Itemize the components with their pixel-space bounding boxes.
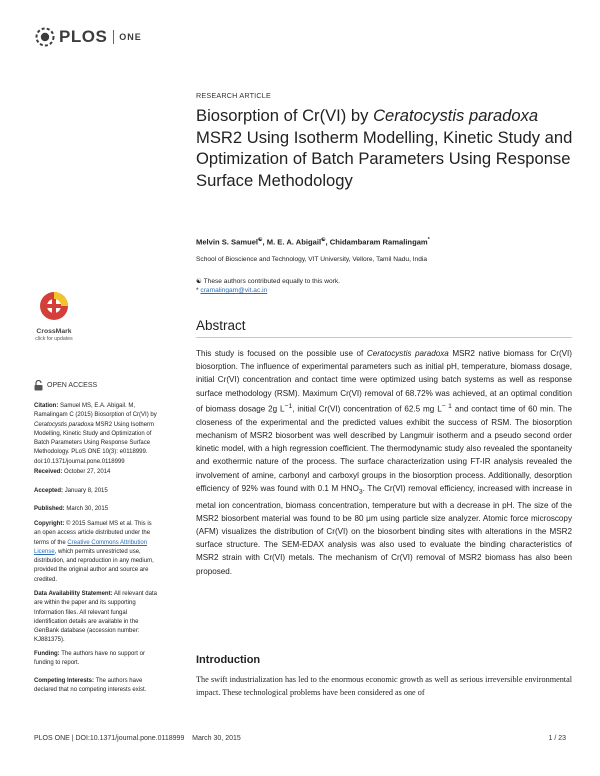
citation-label: Citation: — [34, 403, 59, 409]
accepted-label: Accepted: — [34, 488, 64, 494]
copyright-text: © 2015 Samuel MS et al. This is an open access article distributed under the terms of the — [34, 521, 152, 546]
journal-subname: ONE — [119, 32, 142, 42]
author-mark: ☯ — [258, 237, 263, 243]
author-name[interactable]: Melvin S. Samuel — [196, 237, 259, 247]
author-list: Melvin S. Samuel☯, M. E. A. Abigail☯, Chidambaram Ramalingam* — [196, 237, 430, 247]
corresponding-author-note — [196, 287, 267, 294]
license-link[interactable]: Creative Commons Attribution License — [34, 539, 148, 555]
page-footer — [34, 735, 566, 742]
abstract-superscript: −1 — [284, 402, 293, 410]
funding-block — [34, 650, 160, 669]
author-name[interactable]: M. E. A. Abigail — [266, 237, 322, 247]
introduction-heading: Introduction — [196, 654, 261, 666]
published-label: Published: — [34, 506, 65, 512]
title-species: Ceratocystis paradoxa — [373, 106, 539, 125]
crossmark-label: CrossMark — [36, 328, 72, 335]
corresponding-email-link[interactable]: cramalingam@vit.ac.in — [200, 287, 268, 294]
affiliation: School of Bioscience and Technology, VIT University, Vellore, Tamil Nadu, India — [196, 256, 428, 263]
received-label: Received: — [34, 469, 63, 475]
data-availability-label: Data Availability Statement: — [34, 591, 113, 597]
funding-label: Funding: — [34, 651, 60, 657]
crossmark-badge[interactable] — [27, 290, 81, 342]
copyright-label: Copyright: — [34, 521, 65, 527]
citation-text-rest: MSR2 Using Isotherm Modelling, Kinetic Study and Optimization of Batch Parameters Using Response Surface Methodology. PLoS ONE 10(3): e0118999. doi:10.1371/journal.pone.0118999 — [34, 421, 155, 465]
abstract-subscript: 3 — [358, 488, 363, 496]
data-availability-block — [34, 590, 160, 646]
competing-interests-block — [34, 677, 160, 696]
citation-block — [34, 402, 160, 467]
citation-text: Samuel MS, E.A. Abigail. M, Ramalingam C (2015) Biosorption of Cr(VI) by — [34, 403, 157, 419]
open-access-label: OPEN ACCESS — [47, 382, 98, 389]
copyright-block — [34, 520, 160, 585]
logo-divider — [113, 30, 114, 44]
funding-text: The authors have no support or funding to report. — [34, 651, 145, 667]
crossmark-icon — [38, 290, 70, 322]
crossmark-sublabel: click for updates — [35, 336, 73, 342]
page-number: 1 / 23 — [548, 735, 566, 742]
title-text: Biosorption of Cr(VI) by — [196, 106, 374, 125]
abstract-superscript: − 1 — [441, 402, 452, 410]
article-title — [196, 105, 576, 191]
abstract-body — [196, 347, 572, 578]
citation-species: Ceratocystis paradoxa — [34, 421, 94, 428]
received-value: October 27, 2014 — [64, 469, 111, 475]
published-date — [34, 505, 160, 514]
introduction-body: The swift industrialization has led to the enormous economic growth as well as serious irreversible environmental impact. These technological problems have been considered as one of — [196, 675, 572, 698]
abstract-text: . The Cr(VI) removal efficiency, increased with increase in metal ion concentration, biomass concentration, temperature but with a decrease in pH. The size of the MSR2 biosorbent material was found to be 80 μm using particle size analyzer. Atomic force microscopy (AFM) visualizes the distribution of Cr(VI) on the biosorbent binding sites with alterations in the MSR2 surface structure. The SEM-EDAX analysis was also used to evaluate the binding characteristics of MSR2 strain with Cr(VI) metals. The mechanism of Cr(VI) removal of MSR2 biomass has also been proposed. — [196, 483, 572, 576]
corresponding-mark: * — [196, 287, 199, 294]
journal-name: PLOS — [59, 27, 108, 46]
open-lock-icon — [34, 380, 43, 391]
abstract-heading: Abstract — [196, 318, 246, 333]
abstract-text: MSR2 native biomass for Cr(VI) biosorption. The influence of experimental parameters such as initial pH, temperature, biomass dosage, initial Cr(VI) concentration and contact time were optimized using batch systems as well as response surface methodology (RSM). Maximum Cr(VI) removal of 68.72% was achieved, at an optimal condition of biomass dosage 2g L — [196, 349, 572, 414]
footer-citation: PLOS ONE | DOI:10.1371/journal.pone.0118999 March 30, 2015 — [34, 735, 241, 742]
copyright-text-rest: , which permits unrestricted use, distribution, and reproduction in any medium, provided the original author and source are credited. — [34, 548, 154, 583]
journal-logo[interactable] — [34, 26, 142, 48]
competing-interests-label: Competing Interests: — [34, 678, 95, 684]
abstract-species: Ceratocystis paradoxa — [366, 349, 449, 358]
open-access-badge — [34, 380, 97, 391]
published-value: March 30, 2015 — [66, 506, 109, 512]
abstract-text: , initial Cr(VI) concentration of 62.5 mg L — [292, 404, 442, 414]
accepted-date — [34, 487, 160, 496]
equal-contribution-note: ☯ These authors contributed equally to this work. — [196, 278, 340, 285]
abstract-divider — [196, 337, 572, 338]
abstract-text: This study is focused on the possible use of — [196, 349, 367, 358]
author-mark: ☯ — [321, 237, 326, 243]
author-name[interactable]: Chidambaram Ramalingam — [329, 237, 428, 247]
author-mark: * — [427, 237, 430, 243]
received-date — [34, 468, 160, 477]
abstract-text: and contact time of 60 min. The closeness of the experimental and the predicted values exhibit the success of RSM. The biosorption mechanism of MSR2 biosorbent was well described by Langmuir isotherm and a pseudo second order kinetic model, with a high regression coefficient. The thermodynamic study also revealed the spontaneity and exothermic nature of the process. The surface characterization using FT-IR analysis revealed the involvement of amine, carbonyl and carboxyl groups in the biosorption process. Additionally, desorption efficiency of 92% was found with 0.1 M HNO — [196, 404, 572, 493]
title-text-rest: MSR2 Using Isotherm Modelling, Kinetic Study and Optimization of Batch Parameters Using Response Surface Methodology — [196, 127, 573, 190]
article-type: RESEARCH ARTICLE — [196, 91, 271, 100]
accepted-value: January 8, 2015 — [64, 488, 108, 494]
plos-logo-icon — [34, 26, 56, 48]
data-availability-text: All relevant data are within the paper and its supporting Information files. All relevant fungal identification details are available in the GenBank database (accession number: KJ881375). — [34, 591, 157, 644]
competing-interests-text: The authors have declared that no competing interests exist. — [34, 678, 147, 694]
